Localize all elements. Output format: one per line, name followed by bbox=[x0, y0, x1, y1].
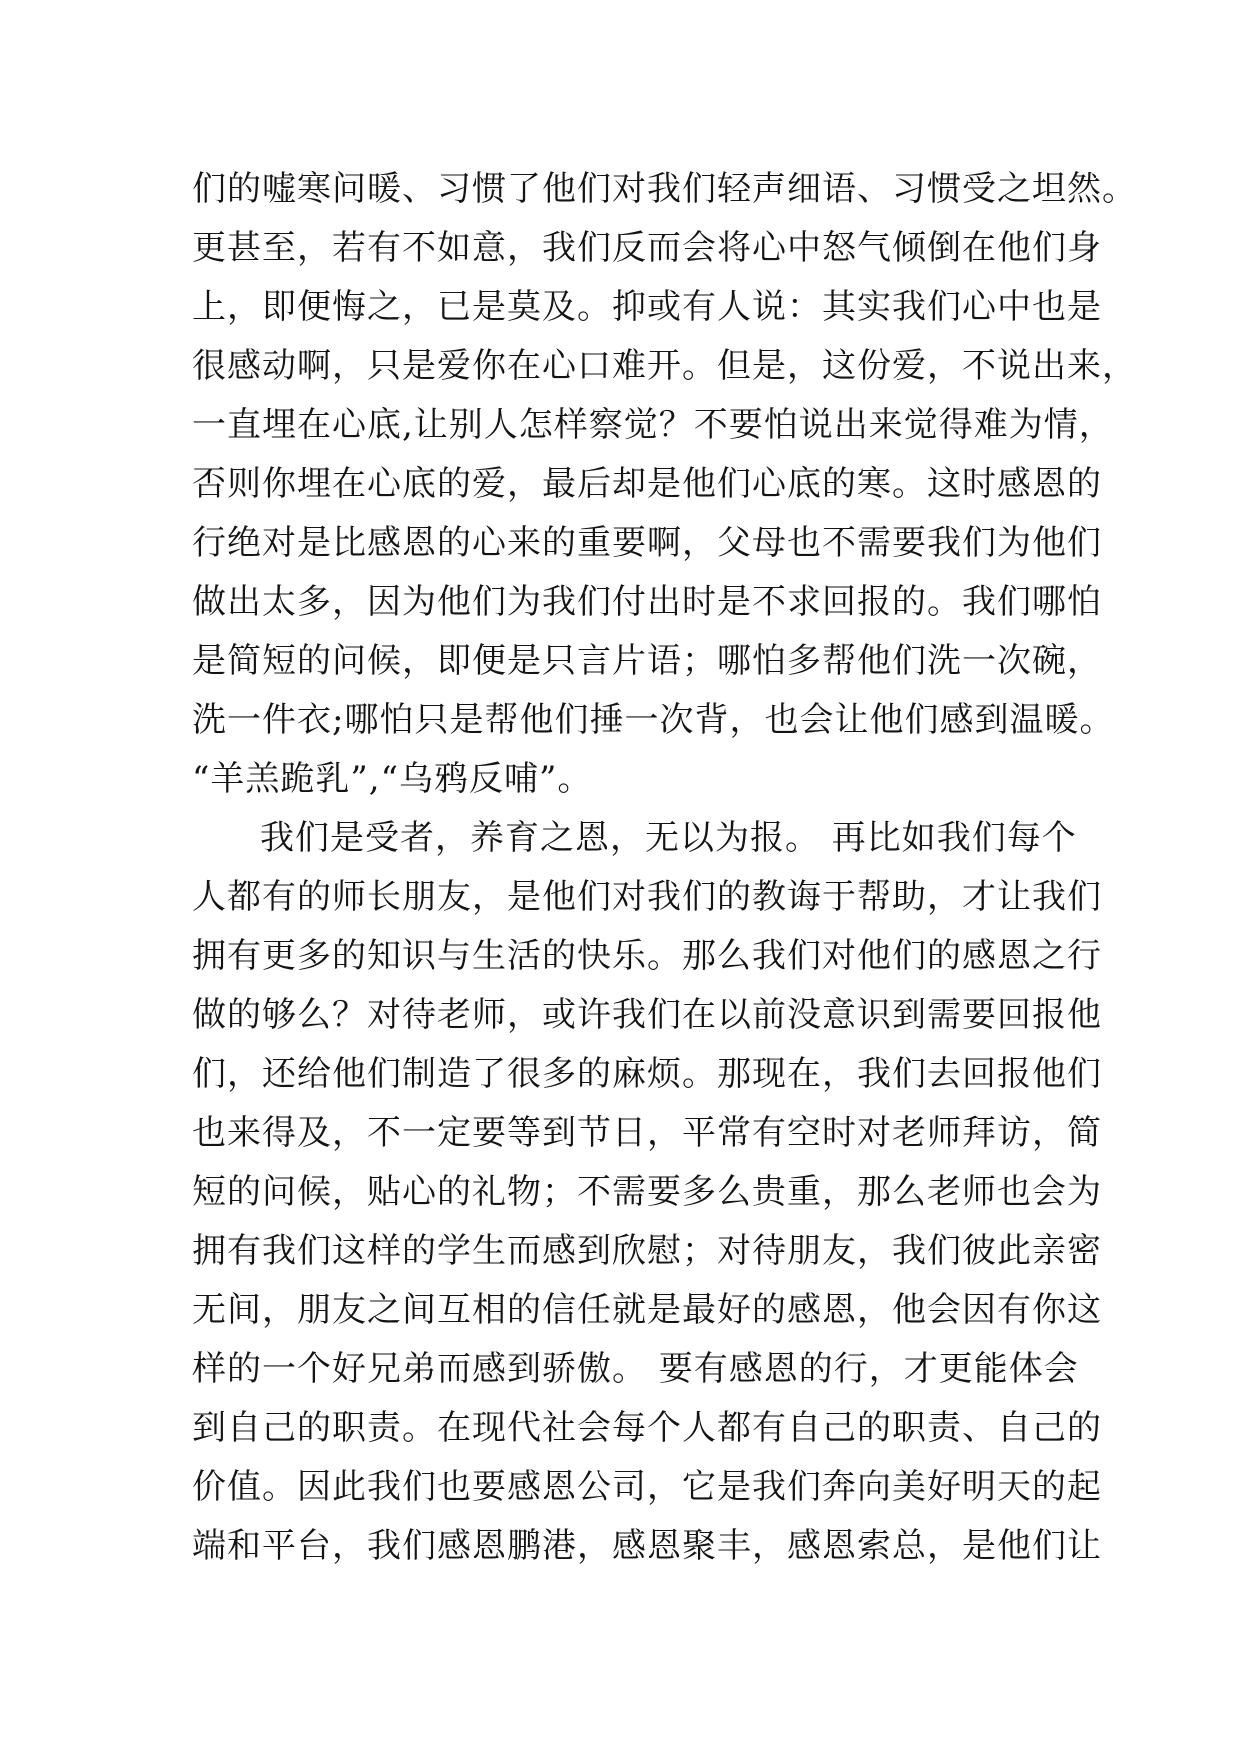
text-line: 价值。因此我们也要感恩公司，它是我们奔向美好明天的起 bbox=[192, 1467, 1102, 1507]
text-line: “羊羔跪乳”,“乌鸦反哺”。 bbox=[192, 759, 593, 799]
text-line: 一直埋在心底,让别人怎样察觉？不要怕说出来觉得难为情， bbox=[192, 405, 1114, 445]
text-line: 更甚至，若有不如意，我们反而会将心中怒气倾倒在他们身 bbox=[192, 228, 1102, 268]
text-line: 行绝对是比感恩的心来的重要啊，父母也不需要我们为他们 bbox=[192, 523, 1102, 563]
text-line: 洗一件衣;哪怕只是帮他们捶一次背，也会让他们感到温暖。 bbox=[192, 700, 1115, 740]
text-line: 拥有更多的知识与生活的快乐。那么我们对他们的感恩之行 bbox=[192, 936, 1102, 976]
text-line: 到自己的职责。在现代社会每个人都有自己的职责、自己的 bbox=[192, 1408, 1102, 1448]
text-line: 人都有的师长朋友，是他们对我们的教诲于帮助，才让我们 bbox=[192, 877, 1102, 917]
text-line: 端和平台，我们感恩鹏港，感恩聚丰，感恩索总，是他们让 bbox=[192, 1526, 1102, 1566]
text-line: 拥有我们这样的学生而感到欣慰；对待朋友，我们彼此亲密 bbox=[192, 1231, 1102, 1271]
body-text bbox=[192, 160, 1137, 1576]
text-line: 也来得及，不一定要等到节日，平常有空时对老师拜访，简 bbox=[192, 1113, 1102, 1153]
text-line: 们的嘘寒问暖、习惯了他们对我们轻声细语、习惯受之坦然。 bbox=[192, 169, 1137, 209]
text-line: 否则你埋在心底的爱，最后却是他们心底的寒。这时感恩的 bbox=[192, 464, 1102, 504]
text-line: 短的问候，贴心的礼物；不需要多么贵重，那么老师也会为 bbox=[192, 1172, 1102, 1212]
text-line: 上，即便悔之，已是莫及。抑或有人说：其实我们心中也是 bbox=[192, 287, 1102, 327]
text-line: 做出太多，因为他们为我们付出时是不求回报的。我们哪怕 bbox=[192, 582, 1102, 622]
text-line: 无间，朋友之间互相的信任就是最好的感恩，他会因有你这 bbox=[192, 1290, 1102, 1330]
paragraph-start-line: 我们是受者，养育之恩，无以为报。 再比如我们每个 bbox=[260, 818, 1077, 858]
text-line: 做的够么？对待老师，或许我们在以前没意识到需要回报他 bbox=[192, 995, 1102, 1035]
text-line: 们，还给他们制造了很多的麻烦。那现在，我们去回报他们 bbox=[192, 1054, 1102, 1094]
text-line: 是简短的问候，即便是只言片语；哪怕多帮他们洗一次碗， bbox=[192, 641, 1102, 681]
text-line: 样的一个好兄弟而感到骄傲。 要有感恩的行，才更能体会 bbox=[192, 1349, 1079, 1389]
text-line: 很感动啊，只是爱你在心口难开。但是，这份爱，不说出来， bbox=[192, 346, 1137, 386]
